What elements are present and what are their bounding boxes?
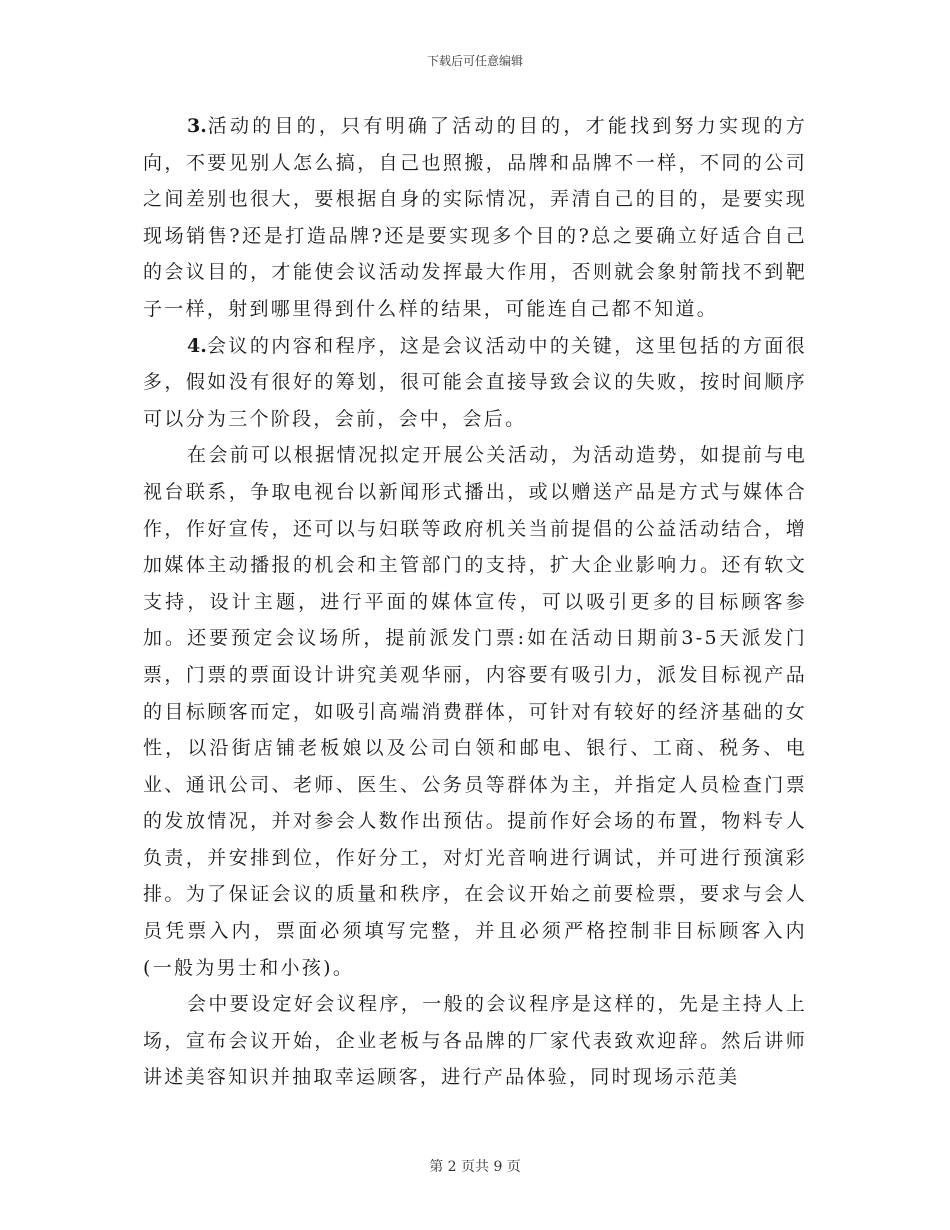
- paragraph-before-meeting: [143, 437, 807, 986]
- page-header: 下载后可任意编辑: [426, 54, 523, 68]
- paragraph-text: 在会前可以根据情况拟定开展公关活动，为活动造势，如提前与电视台联系，争取电视台以新闻形式播出，或以赠送产品是方式与媒体合作，作好宣传，还可以与妇联等政府机关当前提倡的公益活动结合，增加媒体主动播报的机会和主管部门的支持，扩大企业影响力。还有软文支持，设计主题，进行平面的媒体宣传，可以吸引更多的目标顾客参加。还要预定会议场所，提前派发门票:如在活动日期前3-5天派发门票，门票的票面设计讲究美观华丽，内容要有吸引力，派发目标视产品的目标顾客而定，如吸引高端消费群体，可针对有较好的经济基础的女性，以沿街店铺老板娘以及公司白领和邮电、银行、工商、税务、电业、通讯公司、老师、医生、公务员等群体为主，并指定人员检查门票的发放情况，并对参会人数作出预估。提前作好会场的布置，物料专人负责，并安排到位，作好分工，对灯光音响进行调试，并可进行预演彩排。为了保证会议的质量和秩序，在会议开始之前要检票，要求与会人员凭票入内，票面必须填写完整，并且必须严格控制非目标顾客入内(一般为男士和小孩)。: [143, 444, 807, 979]
- paragraph-during-meeting: [143, 986, 807, 1096]
- paragraph-number: 3.: [187, 115, 207, 137]
- paragraph-number: 4.: [187, 334, 207, 357]
- document-body: [143, 108, 807, 1096]
- paragraph-content-and-procedure: [143, 328, 807, 438]
- page-number: 第 2 页共 9 页: [429, 1159, 521, 1175]
- paragraph-text: 活动的目的，只有明确了活动的目的，才能找到努力实现的方向，不要见别人怎么搞，自己也照搬，品牌和品牌不一样，不同的公司之间差别也很大，要根据自身的实际情况，弄清自己的目的，是要实现现场销售?还是打造品牌?还是要实现多个目的?总之要确立好适合自己的会议目的，才能使会议活动发挥最大作用，否则就会象射箭找不到靶子一样，射到哪里得到什么样的结果，可能连自己都不知道。: [143, 115, 807, 320]
- paragraph-text: 会中要设定好会议程序，一般的会议程序是这样的，先是主持人上场，宣布会议开始，企业老板与各品牌的厂家代表致欢迎辞。然后讲师讲述美容知识并抽取幸运顾客，进行产品体验，同时现场示范美: [143, 993, 807, 1089]
- paragraph-text: 会议的内容和程序，这是会议活动中的关键，这里包括的方面很多，假如没有很好的筹划，很可能会直接导致会议的失败，按时间顺序可以分为三个阶段，会前，会中，会后。: [143, 334, 807, 430]
- paragraph-purpose: [143, 108, 807, 328]
